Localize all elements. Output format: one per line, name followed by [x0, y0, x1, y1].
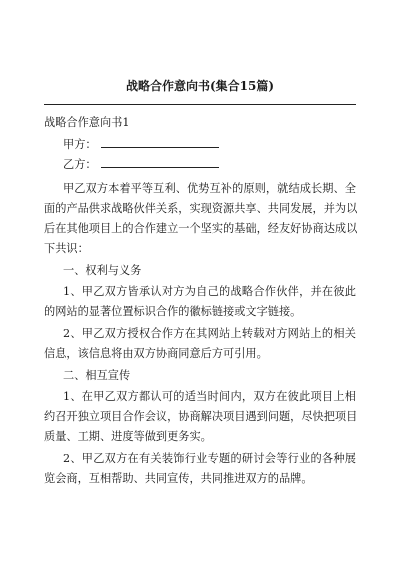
paragraph-line: 面的产品供求战略伙伴关系，实现资源共享、共同发展，并为以	[44, 202, 358, 215]
party-a-label: 甲方：	[63, 138, 97, 151]
party-b-label: 乙方：	[63, 158, 97, 171]
title-divider	[44, 104, 356, 105]
party-a-line	[63, 137, 356, 152]
section-title: 战略合作意向书1	[44, 116, 130, 129]
heading-rights-obligations: 一、权利与义务	[63, 264, 142, 277]
paragraph-line: 2、甲乙双方授权合作方在其网站上转载对方网站上的相关	[63, 327, 356, 340]
document-title: 战略合作意向书(集合15篇)	[125, 79, 275, 93]
paragraph-line: 甲乙双方本着平等互利、优势互补的原则，就结成长期、全	[63, 182, 356, 195]
paragraph-line: 览会商，互相帮助、共同宣传，共同推进双方的品牌。	[44, 472, 313, 485]
paragraph-line: 1、在甲乙双方都认可的适当时间内，双方在彼此项目上相	[63, 390, 356, 403]
paragraph-line: 下共识：	[44, 242, 89, 255]
party-a-blank	[101, 137, 219, 148]
paragraph-line: 2、甲乙双方在有关装饰行业专题的研讨会等行业的各种展	[63, 452, 356, 465]
paragraph-line: 信息，该信息将由双方协商同意后方可引用。	[44, 347, 268, 360]
paragraph-line: 的网站的显著位置标识合作的徽标链接或文字链接。	[44, 305, 302, 318]
party-b-line	[63, 157, 356, 172]
paragraph-line: 约召开独立项目合作会议，协商解决项目遇到问题，尽快把项目	[44, 410, 358, 423]
party-b-blank	[101, 157, 219, 168]
paragraph-line: 质量、工期、进度等做到更务实。	[44, 430, 212, 443]
paragraph-line: 1、甲乙双方皆承认对方为自己的战略合作伙伴，并在彼此	[63, 285, 356, 298]
paragraph-line: 后在其他项目上的合作建立一个坚实的基础，经友好协商达成以	[44, 222, 358, 235]
heading-mutual-promotion: 二、相互宣传	[63, 369, 131, 382]
